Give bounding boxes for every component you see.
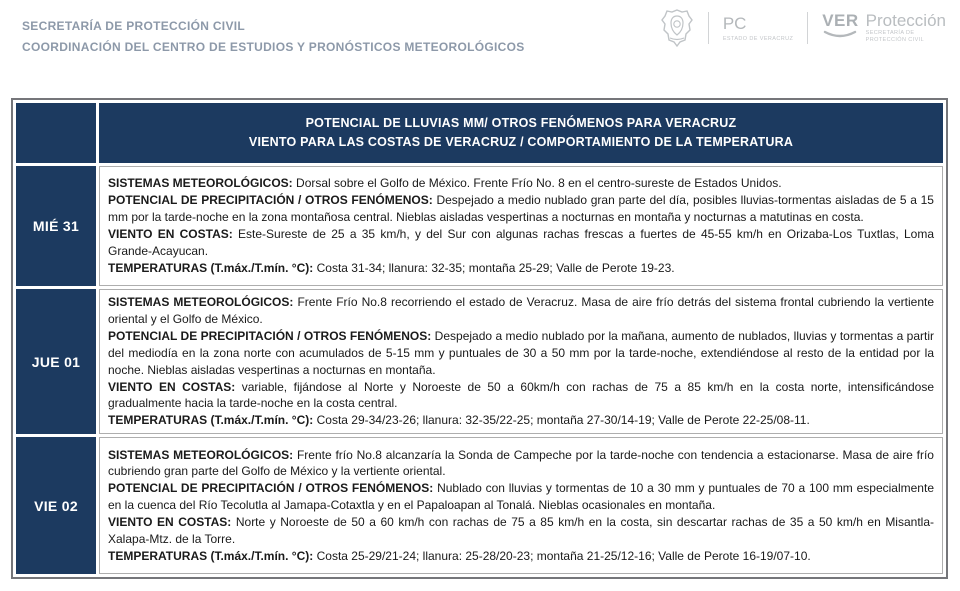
section-text: Costa 25-29/21-24; llanura: 25-28/20-23; montaña 21-25/12-16; Valle de Perote 16-19/07-10.: [313, 549, 811, 564]
section-label: POTENCIAL DE PRECIPITACIÓN / OTROS FENÓMENOS:: [108, 328, 432, 343]
section-text: Costa 31-34; llanura: 32-35; montaña 25-29; Valle de Perote 19-23.: [313, 260, 675, 275]
agency-line-2: COORDINACIÓN DEL CENTRO DE ESTUDIOS Y PRONÓSTICOS METEOROLÓGICOS: [22, 40, 525, 54]
table-row: [16, 166, 943, 286]
forecast-paragraph: [108, 548, 934, 565]
forecast-paragraph: [108, 412, 934, 429]
section-label: TEMPERATURAS (T.máx./T.mín. °C):: [108, 549, 314, 564]
forecast-paragraph: [108, 379, 934, 413]
section-text: variable, fijándose al Norte y Noroeste de 50 a 60km/h con rachas de 75 a 85 km/h en la costa norte, intensificándose gradualmente hacia la tarde-noche en la costa central.: [108, 379, 934, 411]
section-label: VIENTO EN COSTAS:: [108, 515, 232, 530]
veracruz-coat-of-arms-icon: [660, 8, 694, 48]
ver-logo-text: VER: [822, 11, 859, 30]
section-text: Frente Frío No.8 recorriendo el estado de Veracruz. Masa de aire frío detrás del sistema frontal cubriendo la vertiente oriental y el Golfo de México.: [108, 295, 935, 326]
forecast-cell: [99, 289, 943, 434]
forecast-cell: [99, 166, 943, 286]
table-title-line-2: VIENTO PARA LAS COSTAS DE VERACRUZ / COMPORTAMIENTO DE LA TEMPERATURA: [248, 135, 794, 149]
forecast-paragraph: [108, 260, 934, 277]
forecast-paragraph: [108, 480, 934, 514]
pc-logo-text: PC: [722, 13, 747, 33]
section-label: VIENTO EN COSTAS:: [108, 379, 236, 394]
logo-strip: [660, 8, 946, 48]
section-label: SISTEMAS METEOROLÓGICOS:: [108, 447, 294, 462]
logo-divider: [708, 12, 709, 44]
section-text: Este-Sureste de 25 a 35 km/h, y del Sur con algunas rachas frescas a fuertes de 45-55 km/h en Orizaba-Los Tuxtlas, Loma Grande-Acayucan.: [108, 227, 934, 258]
pc-logo: [723, 15, 793, 42]
forecast-paragraph: [108, 514, 934, 548]
ver-proteccion-logo: [822, 12, 946, 44]
section-text: Despejado a medio nublado por la mañana, aumento de nublados, lluvias y tormentas a partir del mediodía en la zona norte con acumulados de 5-15 mm y puntuales de 30 a 50 mm por la tarde-noche, extendiéndose al resto de la entidad por la noche. Nieblas aisladas vespertinas a nocturnas en montaña.: [108, 328, 934, 377]
page-header: [0, 0, 960, 98]
section-text: Despejado a medio nublado gran parte del día, posibles lluvias-tormentas aisladas de 5 a 15 mm por la tarde-noche en la zona montañosa central. Nieblas aisladas vespertinas a nocturnas en montaña y nocturnas a matutinas en costa.: [108, 193, 934, 225]
forecast-paragraph: [108, 175, 934, 192]
section-label: VIENTO EN COSTAS:: [108, 227, 233, 241]
ver-swoosh-icon: [823, 29, 857, 38]
ver-logo-subtext-2: PROTECCIÓN CIVIL: [865, 37, 925, 43]
table-row: [16, 289, 943, 434]
section-text: Frente frío No.8 alcanzaría la Sonda de Campeche por la tarde-noche con tendencia a estacionarse. Masa de aire frío cubriendo gran parte del Golfo de México y la vertiente oriental.: [108, 447, 934, 479]
ver-logo-word: Protección: [865, 11, 946, 30]
forecast-table: [11, 98, 948, 579]
forecast-paragraph: [108, 226, 934, 260]
forecast-paragraph: [108, 192, 934, 226]
table-corner-cell: [16, 103, 96, 163]
ver-logo-subtext-1: SECRETARÍA DE: [865, 30, 915, 36]
section-text: Nublado con lluvias y tormentas de 10 a 30 mm y puntuales de 70 a 100 mm especialmente en la cuenca del Río Tecolutla al Jamapa-Cotaxtla y en el Papaloapan al Tonalá. Nieblas ocasionales en montaña.: [108, 481, 934, 513]
table-header-row: [16, 103, 943, 163]
day-label-mie-31: MIÉ 31: [16, 166, 96, 286]
pc-logo-subtext: ESTADO DE VERACRUZ: [722, 35, 794, 42]
section-label: TEMPERATURAS (T.máx./T.mín. °C):: [108, 260, 314, 275]
forecast-paragraph: [108, 447, 934, 481]
logo-divider: [807, 12, 808, 44]
section-text: Norte y Noroeste de 50 a 60 km/h con rachas de 75 a 85 km/h en la costa, sin descartar rachas de 35 a 50 km/h en Misantla-Xalapa-Mtz. de la Torre.: [108, 515, 934, 547]
forecast-paragraph: [108, 328, 934, 379]
table-row: [16, 437, 943, 574]
section-label: SISTEMAS METEOROLÓGICOS:: [108, 295, 294, 309]
table-title: [99, 103, 943, 163]
day-label-jue-01: JUE 01: [16, 289, 96, 434]
section-text: Dorsal sobre el Golfo de México. Frente Frío No. 8 en el centro-sureste de Estados Unidos.: [292, 176, 782, 191]
forecast-paragraph: [108, 294, 934, 328]
agency-line-1: SECRETARÍA DE PROTECCIÓN CIVIL: [22, 19, 246, 33]
section-label: POTENCIAL DE PRECIPITACIÓN / OTROS FENÓMENOS:: [108, 481, 434, 496]
day-label-vie-02: VIE 02: [16, 437, 96, 574]
section-label: POTENCIAL DE PRECIPITACIÓN / OTROS FENÓMENOS:: [108, 193, 433, 208]
section-text: Costa 29-34/23-26; llanura: 32-35/22-25; montaña 27-30/14-19; Valle de Perote 22-25/08-11.: [313, 413, 810, 428]
section-label: SISTEMAS METEOROLÓGICOS:: [108, 176, 293, 191]
section-label: TEMPERATURAS (T.máx./T.mín. °C):: [108, 413, 314, 428]
table-title-line-1: POTENCIAL DE LLUVIAS MM/ OTROS FENÓMENOS PARA VERACRUZ: [305, 116, 737, 130]
forecast-cell: [99, 437, 943, 574]
